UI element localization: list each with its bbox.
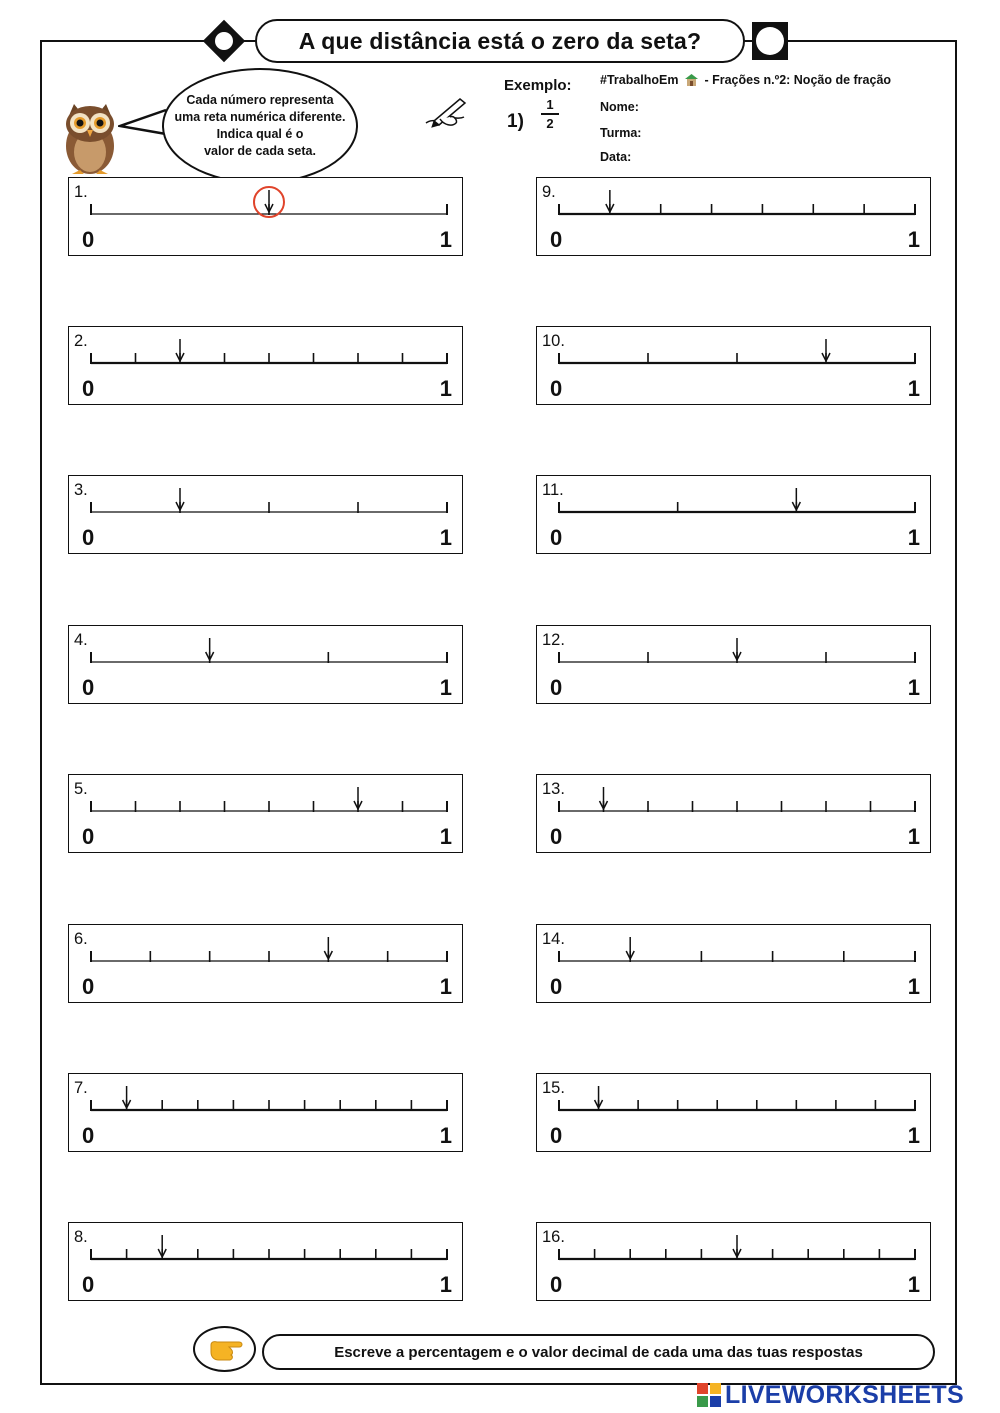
pointing-hand-icon [209, 1337, 245, 1363]
owl-icon [58, 96, 122, 176]
number-line [537, 1223, 932, 1302]
axis-one-label: 1 [439, 1123, 452, 1148]
worksheet-tag [600, 73, 891, 87]
exercise-number: 13. [542, 780, 565, 798]
exercise-number: 2. [74, 332, 88, 350]
axis-one-label: 1 [907, 1272, 920, 1297]
axis-zero-label: 0 [550, 1272, 563, 1297]
number-line [69, 775, 464, 854]
axis-one-label: 1 [907, 525, 920, 550]
axis-zero-label: 0 [550, 974, 563, 999]
class-label: Turma: [600, 126, 642, 140]
number-line [69, 178, 464, 257]
circle-ornament-icon [752, 22, 788, 60]
exercise-number: 15. [542, 1079, 565, 1097]
number-line-box [68, 326, 463, 405]
name-label: Nome: [600, 100, 639, 114]
example-fraction [538, 96, 562, 132]
axis-one-label: 1 [439, 824, 452, 849]
axis-zero-label: 0 [550, 376, 563, 401]
number-line [537, 1074, 932, 1153]
axis-zero-label: 0 [82, 525, 95, 550]
axis-one-label: 1 [439, 1272, 452, 1297]
axis-one-label: 1 [907, 227, 920, 252]
example-label: Exemplo: [504, 77, 572, 94]
axis-zero-label: 0 [82, 824, 95, 849]
number-line [537, 925, 932, 1004]
exercise-number: 7. [74, 1079, 88, 1097]
number-line-box [536, 326, 931, 405]
exercise-number: 9. [542, 183, 556, 201]
number-line-box [536, 1073, 931, 1152]
axis-zero-label: 0 [82, 1123, 95, 1148]
axis-zero-label: 0 [82, 1272, 95, 1297]
bubble-line: uma reta numérica diferente. [174, 110, 346, 124]
page-title: A que distância está o zero da seta? [255, 19, 745, 63]
number-line [69, 1223, 464, 1302]
exercise-number: 14. [542, 930, 565, 948]
number-line-box [68, 177, 463, 256]
axis-one-label: 1 [907, 1123, 920, 1148]
exercise-number: 4. [74, 631, 88, 649]
axis-zero-label: 0 [550, 525, 563, 550]
number-line [537, 476, 932, 555]
axis-one-label: 1 [907, 675, 920, 700]
number-line-box [68, 625, 463, 704]
number-line [537, 775, 932, 854]
number-line [69, 327, 464, 406]
number-line-box [536, 625, 931, 704]
bubble-line: valor de cada seta. [204, 144, 316, 158]
number-line-box [68, 774, 463, 853]
number-line-box [536, 475, 931, 554]
axis-zero-label: 0 [550, 1123, 563, 1148]
diamond-ornament-icon [202, 19, 246, 63]
axis-one-label: 1 [907, 974, 920, 999]
axis-one-label: 1 [439, 525, 452, 550]
axis-one-label: 1 [439, 974, 452, 999]
number-line-box [68, 475, 463, 554]
tag-suffix: - Frações n.º2: Noção de fração [704, 73, 892, 87]
number-line [537, 178, 932, 257]
instruction-text: Escreve a percentagem e o valor decimal de cada uma das tuas respostas [262, 1334, 935, 1370]
axis-zero-label: 0 [82, 376, 95, 401]
exercise-number: 11. [542, 481, 564, 499]
axis-zero-label: 0 [82, 227, 95, 252]
fraction-numerator: 1 [546, 97, 554, 112]
exercise-number: 5. [74, 780, 88, 798]
brand-name: LIVEWORKSHEETS [725, 1380, 964, 1409]
brand-watermark [697, 1380, 964, 1410]
owl-speech-bubble [162, 68, 358, 184]
exercise-number: 3. [74, 481, 88, 499]
axis-zero-label: 0 [82, 675, 95, 700]
number-line [537, 327, 932, 406]
exercise-number: 6. [74, 930, 88, 948]
fraction-denominator: 2 [546, 115, 554, 131]
speech-bubble-tail [118, 104, 168, 142]
house-icon [684, 73, 699, 86]
number-line [69, 1074, 464, 1153]
date-label: Data: [600, 150, 632, 164]
exercise-number: 1. [74, 183, 88, 201]
exercise-number: 16. [542, 1228, 565, 1246]
number-line [69, 476, 464, 555]
number-line-box [536, 774, 931, 853]
number-line [69, 626, 464, 705]
number-line-box [536, 177, 931, 256]
number-line [69, 925, 464, 1004]
axis-one-label: 1 [907, 376, 920, 401]
number-line-box [68, 1073, 463, 1152]
exercise-number: 8. [74, 1228, 88, 1246]
axis-one-label: 1 [439, 227, 452, 252]
axis-zero-label: 0 [550, 227, 563, 252]
axis-one-label: 1 [907, 824, 920, 849]
number-line-box [536, 924, 931, 1003]
example-item-number: 1) [507, 111, 524, 132]
bubble-line: Cada número representa [186, 93, 334, 107]
axis-zero-label: 0 [550, 675, 563, 700]
axis-one-label: 1 [439, 675, 452, 700]
number-line-box [68, 924, 463, 1003]
axis-one-label: 1 [439, 376, 452, 401]
number-line [537, 626, 932, 705]
exercise-number: 12. [542, 631, 565, 649]
axis-zero-label: 0 [550, 824, 563, 849]
liveworksheets-logo-icon [697, 1383, 721, 1407]
tag-prefix: #TrabalhoEm [600, 73, 679, 87]
bubble-line: Indica qual é o [216, 127, 304, 141]
number-line-box [68, 1222, 463, 1301]
axis-zero-label: 0 [82, 974, 95, 999]
number-line-box [536, 1222, 931, 1301]
exercise-number: 10. [542, 332, 565, 350]
pen-writing-icon [420, 95, 470, 131]
hand-pill [193, 1326, 256, 1372]
